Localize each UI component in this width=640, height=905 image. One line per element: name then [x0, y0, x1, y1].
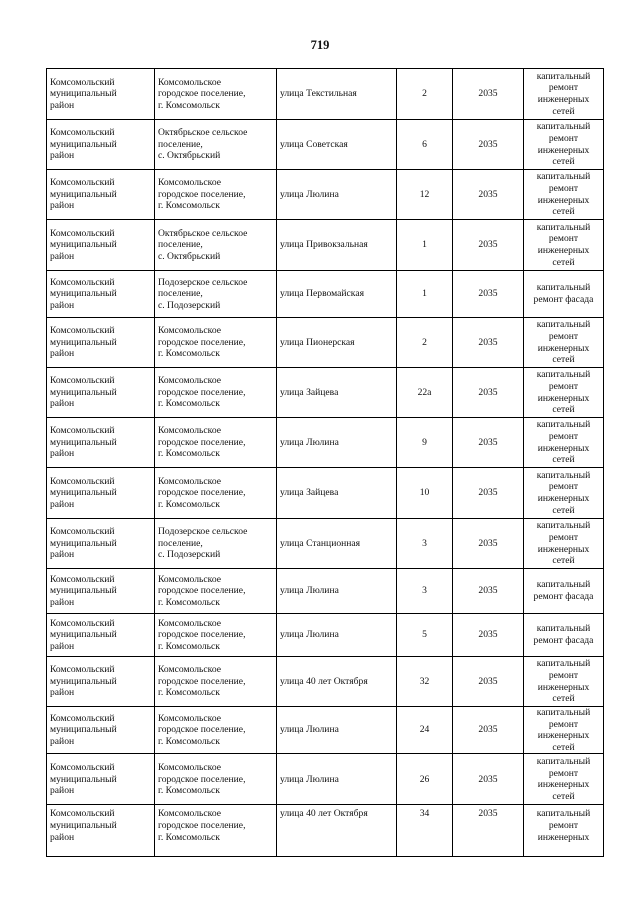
work-type-line: ремонт фасада	[533, 591, 594, 602]
table-row	[47, 271, 604, 318]
settlement-line: Комсомольское	[158, 425, 221, 437]
district-line: Комсомольский	[50, 526, 115, 538]
work-type-line: капитальный	[536, 756, 591, 768]
settlement-cell	[155, 657, 277, 707]
table-row	[47, 707, 604, 754]
work-type-cell	[524, 120, 604, 170]
district-cell	[47, 368, 155, 418]
district-line: район	[50, 549, 75, 561]
settlement-line: поселение,	[158, 537, 203, 549]
work-type-line: сетей	[552, 105, 575, 117]
work-type-line: инженерных	[537, 681, 590, 693]
work-type-line: инженерных	[537, 144, 590, 156]
street-cell: улица Люлина	[277, 707, 397, 754]
settlement-line: г. Комсомольск	[158, 831, 220, 843]
street-cell: улица Привокзальная	[277, 220, 397, 271]
district-line: Комсомольский	[50, 227, 115, 239]
work-type-cell	[524, 519, 604, 569]
district-line: муниципальный	[50, 288, 117, 300]
work-type-line: инженерных	[537, 442, 590, 454]
work-type-cell	[524, 614, 604, 657]
district-line: Комсомольский	[50, 425, 115, 437]
house-number-cell: 5	[397, 614, 453, 657]
work-type-line: инженерных	[537, 730, 590, 742]
settlement-cell	[155, 368, 277, 418]
settlement-line: Подозерское сельское	[158, 276, 248, 288]
work-type-cell	[524, 418, 604, 468]
settlement-line: Комсомольское	[158, 475, 221, 487]
district-line: Комсомольский	[50, 177, 115, 189]
settlement-cell	[155, 519, 277, 569]
work-type-line: ремонт	[548, 531, 579, 543]
work-type-cell	[524, 271, 604, 318]
district-cell	[47, 468, 155, 519]
settlement-cell	[155, 614, 277, 657]
work-type-line: капитальный	[536, 282, 591, 294]
settlement-line: Комсомольское	[158, 664, 221, 676]
house-number-cell: 12	[397, 170, 453, 220]
district-line: муниципальный	[50, 629, 117, 641]
work-type-line: капитальный	[536, 707, 591, 718]
district-line: муниципальный	[50, 773, 117, 785]
settlement-line: Комсомольское	[158, 573, 221, 585]
district-line: муниципальный	[50, 336, 117, 348]
settlement-cell	[155, 805, 277, 857]
district-line: Комсомольский	[50, 712, 115, 724]
work-type-line: инженерных	[537, 245, 590, 256]
work-type-cell	[524, 657, 604, 707]
street-cell: улица Зайцева	[277, 468, 397, 519]
work-type-line: капитальный	[536, 121, 591, 133]
settlement-line: г. Комсомольск	[158, 99, 220, 111]
work-type-line: инженерных	[537, 831, 590, 843]
district-cell	[47, 805, 155, 857]
work-type-cell	[524, 707, 604, 754]
work-type-line: инженерных	[537, 493, 590, 504]
settlement-line: г. Комсомольск	[158, 785, 220, 797]
house-number-cell: 26	[397, 754, 453, 805]
district-line: муниципальный	[50, 675, 117, 687]
work-type-line: инженерных	[537, 392, 590, 404]
street-cell: улица 40 лет Октября	[277, 657, 397, 707]
table-row	[47, 318, 604, 368]
district-line: Комсомольский	[50, 664, 115, 676]
house-number-cell: 3	[397, 569, 453, 614]
settlement-line: Октябрьское сельское	[158, 227, 248, 239]
work-type-cell	[524, 170, 604, 220]
work-type-line: сетей	[552, 156, 575, 168]
settlement-line: городское поселение,	[158, 188, 246, 200]
table-row	[47, 468, 604, 519]
district-line: муниципальный	[50, 585, 117, 597]
work-type-line: сетей	[552, 256, 575, 268]
year-cell: 2035	[453, 614, 524, 657]
work-type-line: сетей	[552, 454, 575, 466]
work-type-cell	[524, 805, 604, 857]
settlement-cell	[155, 220, 277, 271]
street-cell: улица Зайцева	[277, 368, 397, 418]
district-line: Комсомольский	[50, 761, 115, 773]
table-row	[47, 120, 604, 170]
work-type-line: ремонт	[548, 132, 579, 144]
settlement-line: городское поселение,	[158, 724, 246, 736]
settlement-line: Комсомольское	[158, 76, 221, 88]
work-type-line: капитальный	[536, 658, 591, 670]
table-row	[47, 220, 604, 271]
district-line: муниципальный	[50, 436, 117, 448]
settlement-line: г. Комсомольск	[158, 735, 220, 747]
repair-schedule-table	[46, 68, 604, 857]
settlement-line: Комсомольское	[158, 617, 221, 629]
settlement-cell	[155, 569, 277, 614]
district-line: район	[50, 299, 75, 311]
settlement-line: поселение,	[158, 138, 203, 150]
year-cell: 2035	[453, 468, 524, 519]
settlement-line: городское поселение,	[158, 88, 246, 100]
work-type-line: инженерных	[537, 342, 590, 354]
settlement-cell	[155, 271, 277, 318]
settlement-cell	[155, 120, 277, 170]
year-cell: 2035	[453, 569, 524, 614]
work-type-line: инженерных	[537, 94, 590, 105]
settlement-line: г. Комсомольск	[158, 398, 220, 410]
table-row	[47, 368, 604, 418]
street-cell: улица Станционная	[277, 519, 397, 569]
street-cell: улица 40 лет Октября	[277, 805, 397, 857]
street-cell: улица Советская	[277, 120, 397, 170]
table-row	[47, 805, 604, 857]
work-type-line: ремонт фасада	[533, 294, 594, 305]
settlement-cell	[155, 754, 277, 805]
district-cell	[47, 418, 155, 468]
settlement-line: Комсомольское	[158, 325, 221, 337]
table-row	[47, 519, 604, 569]
table-body	[47, 69, 604, 857]
district-cell	[47, 120, 155, 170]
district-cell	[47, 657, 155, 707]
work-type-line: ремонт	[548, 430, 579, 442]
year-cell: 2035	[453, 754, 524, 805]
work-type-cell	[524, 220, 604, 271]
year-cell: 2035	[453, 707, 524, 754]
settlement-cell	[155, 468, 277, 519]
district-line: муниципальный	[50, 239, 117, 251]
settlement-line: городское поселение,	[158, 819, 246, 831]
settlement-line: Комсомольское	[158, 808, 221, 820]
district-line: район	[50, 640, 75, 652]
district-cell	[47, 754, 155, 805]
work-type-line: капитальный	[536, 171, 591, 183]
year-cell: 2035	[453, 657, 524, 707]
work-type-line: ремонт фасада	[533, 635, 594, 646]
house-number-cell: 2	[397, 69, 453, 120]
settlement-line: Подозерское сельское	[158, 526, 248, 538]
settlement-line: г. Комсомольск	[158, 200, 220, 212]
work-type-line: инженерных	[537, 779, 590, 791]
house-number-cell: 10	[397, 468, 453, 519]
table-row	[47, 69, 604, 120]
district-cell	[47, 170, 155, 220]
work-type-cell	[524, 569, 604, 614]
district-line: муниципальный	[50, 386, 117, 398]
house-number-cell: 24	[397, 707, 453, 754]
work-type-line: ремонт	[548, 669, 579, 681]
settlement-line: городское поселение,	[158, 436, 246, 448]
work-type-line: сетей	[552, 354, 575, 366]
work-type-line: ремонт	[548, 481, 579, 493]
district-line: муниципальный	[50, 88, 117, 100]
settlement-line: с. Подозерский	[158, 549, 221, 561]
work-type-cell	[524, 754, 604, 805]
district-cell	[47, 318, 155, 368]
district-line: муниципальный	[50, 138, 117, 150]
year-cell: 2035	[453, 170, 524, 220]
work-type-line: ремонт	[548, 330, 579, 342]
table-row	[47, 754, 604, 805]
district-line: район	[50, 99, 75, 111]
work-type-line: сетей	[552, 693, 575, 705]
district-line: муниципальный	[50, 487, 117, 499]
district-line: Комсомольский	[50, 325, 115, 337]
settlement-line: г. Комсомольск	[158, 498, 220, 510]
work-type-line: сетей	[552, 790, 575, 802]
year-cell: 2035	[453, 69, 524, 120]
district-line: Комсомольский	[50, 475, 115, 487]
district-cell	[47, 614, 155, 657]
work-type-line: сетей	[552, 555, 575, 567]
work-type-line: капитальный	[536, 623, 591, 635]
settlement-cell	[155, 170, 277, 220]
settlement-line: городское поселение,	[158, 386, 246, 398]
district-line: район	[50, 498, 75, 510]
house-number-cell: 32	[397, 657, 453, 707]
work-type-cell	[524, 318, 604, 368]
settlement-line: с. Октябрьский	[158, 250, 221, 262]
settlement-line: Комсомольское	[158, 761, 221, 773]
year-cell: 2035	[453, 120, 524, 170]
settlement-line: Октябрьское сельское	[158, 127, 248, 139]
work-type-line: капитальный	[536, 419, 591, 431]
table-row	[47, 614, 604, 657]
street-cell: улица Люлина	[277, 170, 397, 220]
work-type-line: сетей	[552, 741, 575, 753]
table-row	[47, 569, 604, 614]
work-type-line: капитальный	[536, 469, 591, 481]
work-type-cell	[524, 468, 604, 519]
district-line: муниципальный	[50, 537, 117, 549]
district-line: Комсомольский	[50, 573, 115, 585]
work-type-line: капитальный	[536, 520, 591, 532]
district-cell	[47, 220, 155, 271]
district-line: район	[50, 448, 75, 460]
settlement-cell	[155, 69, 277, 120]
district-cell	[47, 271, 155, 318]
work-type-line: сетей	[552, 404, 575, 416]
district-line: Комсомольский	[50, 76, 115, 88]
work-type-line: сетей	[552, 504, 575, 516]
work-type-cell	[524, 69, 604, 120]
house-number-cell: 1	[397, 271, 453, 318]
settlement-line: г. Комсомольск	[158, 348, 220, 360]
district-line: муниципальный	[50, 724, 117, 736]
work-type-line: инженерных	[537, 543, 590, 555]
house-number-cell: 6	[397, 120, 453, 170]
district-line: район	[50, 785, 75, 797]
district-line: район	[50, 398, 75, 410]
settlement-line: Комсомольское	[158, 712, 221, 724]
work-type-line: ремонт	[548, 819, 579, 831]
district-line: район	[50, 596, 75, 608]
settlement-line: городское поселение,	[158, 773, 246, 785]
work-type-line: капитальный	[536, 221, 591, 233]
street-cell: улица Текстильная	[277, 69, 397, 120]
district-cell	[47, 707, 155, 754]
district-line: Комсомольский	[50, 375, 115, 387]
year-cell: 2035	[453, 368, 524, 418]
settlement-line: г. Комсомольск	[158, 448, 220, 460]
settlement-line: поселение,	[158, 288, 203, 300]
street-cell: улица Люлина	[277, 754, 397, 805]
work-type-line: ремонт	[548, 182, 579, 194]
year-cell: 2035	[453, 271, 524, 318]
work-type-line: ремонт	[548, 82, 579, 94]
district-line: Комсомольский	[50, 127, 115, 139]
settlement-line: с. Октябрьский	[158, 150, 221, 162]
district-line: Комсомольский	[50, 617, 115, 629]
settlement-line: г. Комсомольск	[158, 687, 220, 699]
work-type-line: капитальный	[536, 70, 591, 82]
work-type-line: ремонт	[548, 718, 579, 730]
settlement-line: г. Комсомольск	[158, 596, 220, 608]
table-row	[47, 170, 604, 220]
settlement-line: с. Подозерский	[158, 299, 221, 311]
district-cell	[47, 569, 155, 614]
table-row	[47, 657, 604, 707]
year-cell: 2035	[453, 805, 524, 857]
table-row	[47, 418, 604, 468]
house-number-cell: 2	[397, 318, 453, 368]
district-cell	[47, 69, 155, 120]
settlement-cell	[155, 318, 277, 368]
settlement-line: городское поселение,	[158, 336, 246, 348]
work-type-line: ремонт	[548, 380, 579, 392]
house-number-cell: 3	[397, 519, 453, 569]
house-number-cell: 1	[397, 220, 453, 271]
district-line: район	[50, 735, 75, 747]
work-type-line: капитальный	[536, 319, 591, 331]
settlement-line: Комсомольское	[158, 375, 221, 387]
settlement-line: г. Комсомольск	[158, 640, 220, 652]
work-type-line: ремонт	[548, 767, 579, 779]
district-line: Комсомольский	[50, 808, 115, 820]
work-type-line: инженерных	[537, 194, 590, 206]
settlement-line: городское поселение,	[158, 629, 246, 641]
district-line: муниципальный	[50, 819, 117, 831]
street-cell: улица Пионерская	[277, 318, 397, 368]
year-cell: 2035	[453, 519, 524, 569]
work-type-line: капитальный	[536, 808, 591, 820]
street-cell: улица Люлина	[277, 569, 397, 614]
settlement-line: Комсомольское	[158, 177, 221, 189]
year-cell: 2035	[453, 220, 524, 271]
district-line: район	[50, 250, 75, 262]
district-line: район	[50, 831, 75, 843]
street-cell: улица Люлина	[277, 614, 397, 657]
work-type-cell	[524, 368, 604, 418]
work-type-line: капитальный	[536, 579, 591, 591]
house-number-cell: 22а	[397, 368, 453, 418]
settlement-line: городское поселение,	[158, 585, 246, 597]
district-line: муниципальный	[50, 188, 117, 200]
district-line: район	[50, 687, 75, 699]
street-cell: улица Первомайская	[277, 271, 397, 318]
district-line: район	[50, 348, 75, 360]
street-cell: улица Люлина	[277, 418, 397, 468]
work-type-line: ремонт	[548, 233, 579, 245]
settlement-cell	[155, 707, 277, 754]
district-line: район	[50, 150, 75, 162]
year-cell: 2035	[453, 318, 524, 368]
house-number-cell: 9	[397, 418, 453, 468]
district-line: Комсомольский	[50, 276, 115, 288]
work-type-line: сетей	[552, 206, 575, 218]
settlement-line: городское поселение,	[158, 487, 246, 499]
district-cell	[47, 519, 155, 569]
house-number-cell: 34	[397, 805, 453, 857]
page-number: 719	[310, 38, 330, 52]
year-cell: 2035	[453, 418, 524, 468]
district-line: район	[50, 200, 75, 212]
settlement-cell	[155, 418, 277, 468]
settlement-line: поселение,	[158, 239, 203, 251]
work-type-line: капитальный	[536, 369, 591, 381]
settlement-line: городское поселение,	[158, 675, 246, 687]
